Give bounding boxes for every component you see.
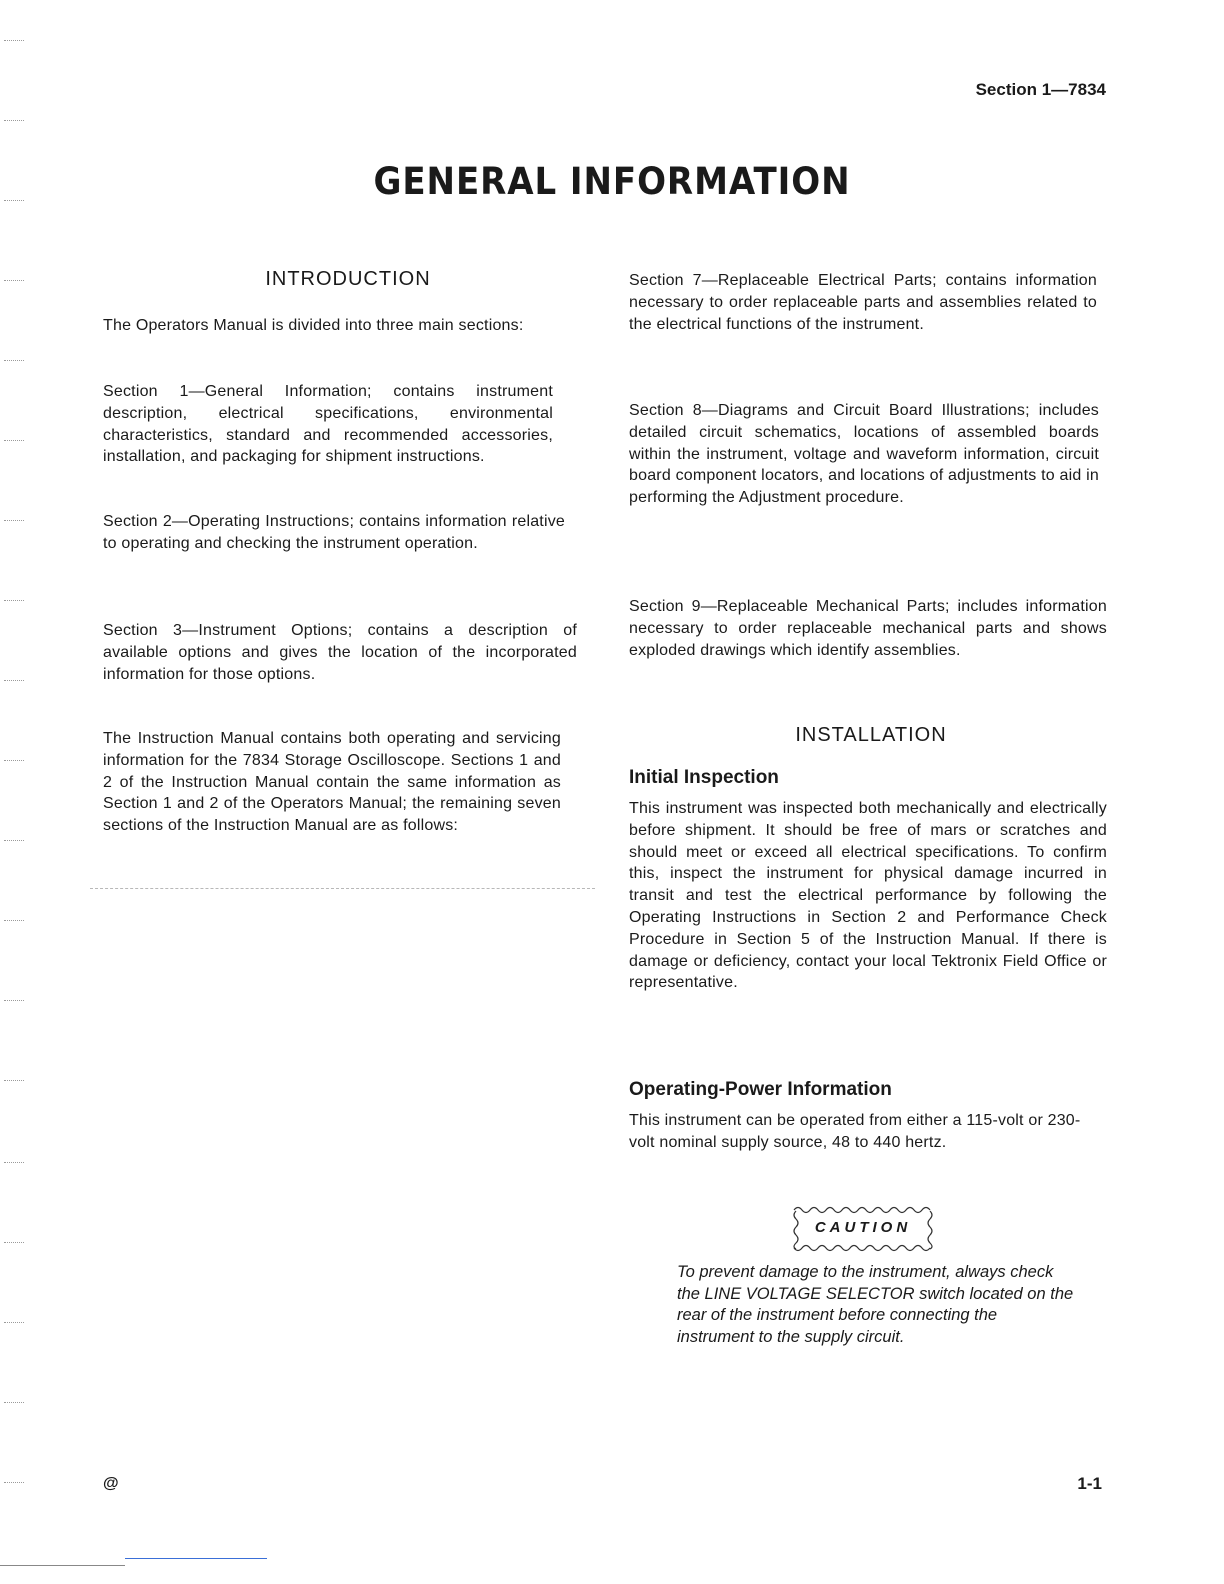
margin-mark [4,1162,24,1163]
margin-mark [4,1242,24,1243]
bottom-edge-line [0,1565,125,1566]
caution-label: CAUTION [814,1219,912,1236]
section1-paragraph: Section 1—General Information; contains instrument description, electrical specifications, environmental characteristics, standard and recommended accessories, installation, and packaging for shipment instructions. [103,383,553,466]
margin-mark [4,1080,24,1081]
caution-box [790,1205,936,1253]
section3-paragraph: Section 3—Instrument Options; contains a description of available options and gives the location of the incorporated information for those options. [103,622,577,683]
margin-mark [4,520,24,521]
section8-paragraph: Section 8—Diagrams and Circuit Board Illustrations; includes detailed circuit schematics, locations of assembled boards within the instrument, voltage and waveform information, circuit board component locators, and locations of adjustments to aid in performing the Adjustment procedure. [629,402,1099,507]
initial-inspection-heading: Initial Inspection [629,767,779,788]
bottom-edge-line-blue [125,1558,267,1559]
margin-mark [4,360,24,361]
margin-mark [4,40,24,41]
margin-mark [4,680,24,681]
margin-mark [4,920,24,921]
initial-inspection-paragraph: This instrument was inspected both mechanically and electrically before shipment. It should be free of mars or scratches and should meet or exceed all electrical specifications. To confirm this, inspect the instrument for physical damage incurred in transit and test the electrical performance by following the Operating Instructions in Section 2 and Performance Check Procedure in Section 5 of the Instruction Manual. If there is damage or deficiency, contact your local Tektronix Field Office or representative. [629,800,1107,992]
margin-mark [4,1000,24,1001]
margin-mark [4,200,24,201]
margin-mark [4,440,24,441]
intro-line: The Operators Manual is divided into three main sections: [103,317,524,334]
section7-paragraph: Section 7—Replaceable Electrical Parts; contains information necessary to order replaceable parts and assemblies related to the electrical functions of the instrument. [629,272,1097,333]
margin-mark [4,120,24,121]
page-number: 1-1 [1077,1474,1102,1493]
margin-mark [4,1322,24,1323]
section9-paragraph: Section 9—Replaceable Mechanical Parts; includes information necessary to order replaceable mechanical parts and shows exploded drawings which identify assemblies. [629,598,1107,659]
installation-heading: INSTALLATION [795,724,947,746]
margin-mark [4,1402,24,1403]
introduction-heading: INTRODUCTION [265,268,431,290]
page-title: GENERAL INFORMATION [373,160,851,203]
margin-mark [4,600,24,601]
margin-mark [4,280,24,281]
faint-divider [90,888,595,889]
footer-mark: @ [103,1475,119,1492]
instruction-manual-paragraph: The Instruction Manual contains both operating and servicing information for the 7834 Storage Oscilloscope. Sections 1 and 2 of the Instruction Manual contain the same information as Section 1 and 2 of the Operators Manual; the remaining seven sections of the Instruction Manual are as follows: [103,730,561,835]
margin-mark [4,1482,24,1483]
operating-power-paragraph: This instrument can be operated from either a 115-volt or 230-volt nominal supply source, 48 to 440 hertz. [629,1112,1081,1151]
section-header-label: Section 1—7834 [975,80,1106,99]
margin-mark [4,840,24,841]
section2-paragraph: Section 2—Operating Instructions; contains information relative to operating and checking the instrument operation. [103,513,565,552]
operating-power-heading: Operating-Power Information [629,1079,892,1100]
caution-paragraph: To prevent damage to the instrument, always check the LINE VOLTAGE SELECTOR switch located on the rear of the instrument before connecting the instrument to the supply circuit. [677,1263,1074,1346]
margin-mark [4,760,24,761]
